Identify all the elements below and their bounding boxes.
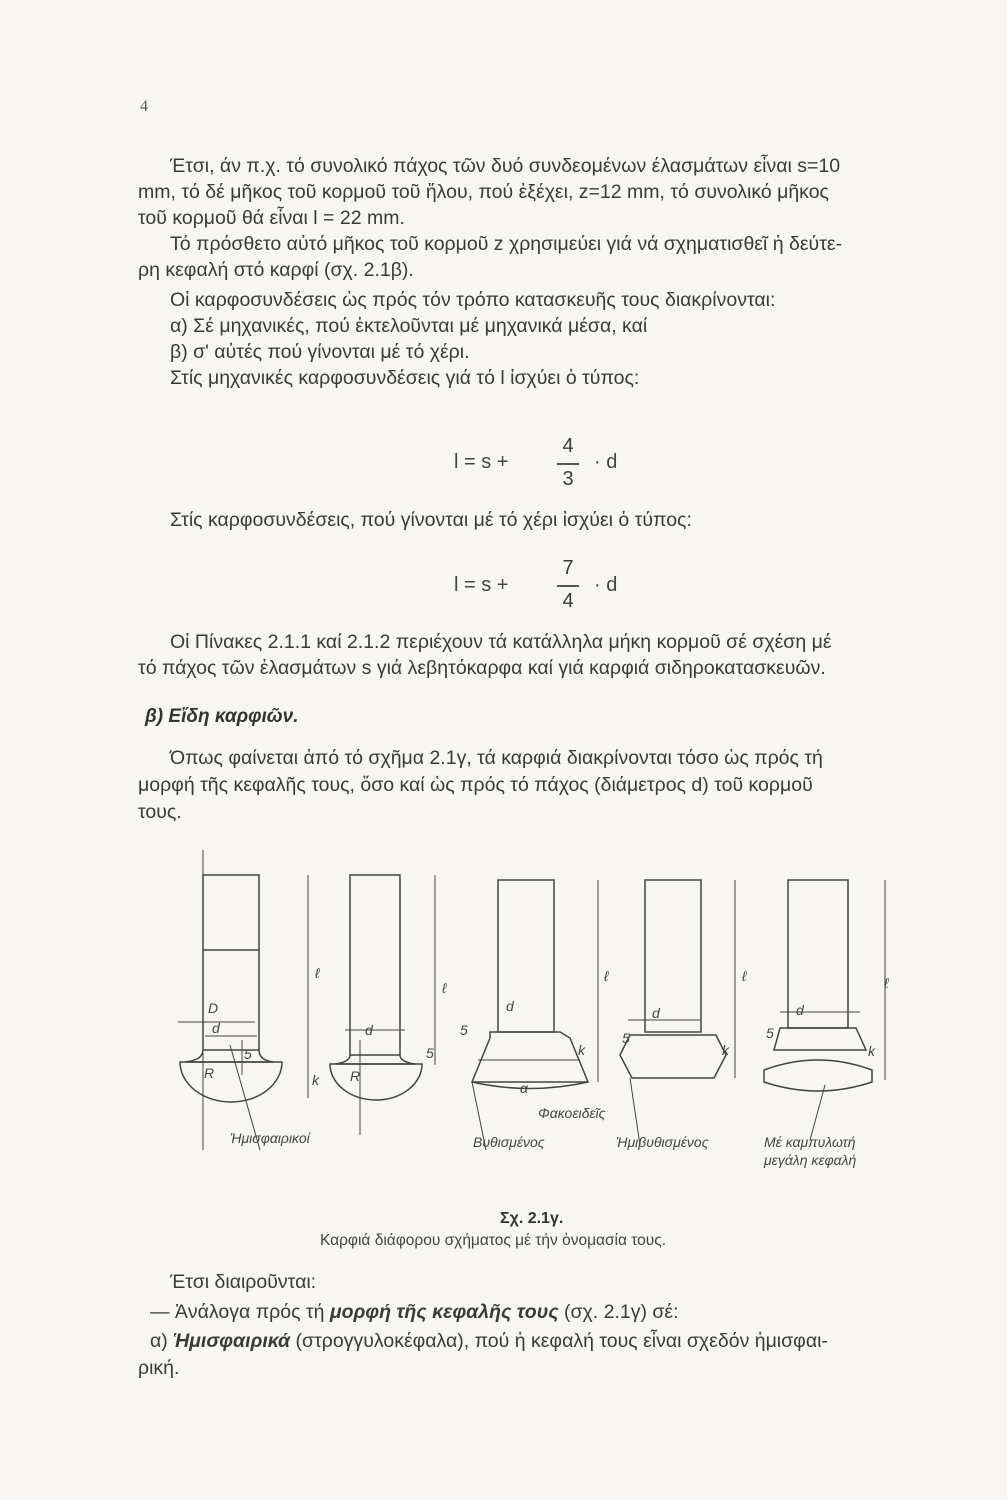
label-hemispherical: Ἡμισφαιρικοί (230, 1130, 310, 1146)
text-line: Οἱ καρφοσυνδέσεις ὡς πρός τόν τρόπο κατασκευῆς τους διακρίνονται: (170, 289, 776, 311)
dim-l-label: ℓ (604, 968, 609, 984)
text-line (150, 1300, 679, 1325)
text-run: — Ἀνάλογα πρός τή (150, 1301, 330, 1323)
formula-denominator: 4 (562, 590, 574, 612)
dim-D-label: D (208, 1000, 219, 1016)
label-half-countersunk: Ἡμιβυθισμένος (616, 1134, 709, 1150)
text-line (150, 1329, 828, 1354)
formula-lhs: l = s + (454, 574, 509, 596)
dim-k-label: k (578, 1042, 585, 1058)
dim-d-label: d (212, 1020, 220, 1036)
formula-numerator: 7 (562, 557, 574, 579)
text-line: τους. (138, 801, 182, 823)
dim-R-label: R (204, 1065, 215, 1081)
dim-l-label: ℓ (442, 980, 447, 996)
dim-k-label: k (722, 1042, 729, 1058)
figure-caption-title: Σχ. 2.1γ. (500, 1210, 564, 1227)
text-line: ρική. (138, 1357, 180, 1379)
rivet-half-countersunk (620, 880, 735, 1145)
fraction-bar (557, 585, 579, 587)
dim-d-label: d (796, 1002, 804, 1018)
text-line: Έτσι διαιροῦνται: (170, 1271, 317, 1293)
dim-5-label: 5 (244, 1046, 252, 1062)
dim-a-label: α (520, 1080, 528, 1096)
section-heading: β) Εἴδη καρφιῶν. (145, 706, 299, 727)
dim-l-label: ℓ (315, 965, 320, 981)
dim-k-label: k (868, 1043, 875, 1059)
dim-l-label: ℓ (742, 968, 747, 984)
dim-k-label: k (312, 1072, 319, 1088)
text-line: Όπως φαίνεται ἀπό τό σχῆμα 2.1γ, τά καρφιά διακρίνονται τόσο ὡς πρός τή (170, 747, 823, 769)
dim-d-label: d (652, 1005, 660, 1021)
dim-R-label: R (350, 1068, 361, 1084)
text-line: μορφή τῆς κεφαλῆς τους, ὅσο καί ὡς πρός τό πάχος (διάμετρος d) τοῦ κορμοῦ (138, 774, 813, 796)
text-line: β) σ' αὐτές πού γίνονται μέ τό χέρι. (170, 341, 470, 363)
formula-rhs: · d (594, 451, 618, 473)
text-run: α) (150, 1330, 174, 1352)
dim-5-label: 5 (426, 1045, 434, 1061)
text-line: Οἱ Πίνακες 2.1.1 καί 2.1.2 περιέχουν τά κατάλληλα μήκη κορμοῦ σέ σχέση μέ (170, 631, 832, 653)
text-run: (σχ. 2.1γ) σέ: (558, 1301, 679, 1323)
formula-rhs: · d (594, 574, 618, 596)
text-line: Τό πρόσθετο αὐτό μῆκος τοῦ κορμοῦ z χρησιμεύει γιά νά σχηματισθεῖ ἡ δεύτε- (170, 233, 843, 255)
text-line: Στίς μηχανικές καρφοσυνδέσεις γιά τό l ἰσχύει ὁ τύπος: (170, 367, 640, 389)
paragraph-4: Στίς καρφοσυνδέσεις, πού γίνονται μέ τό χέρι ἰσχύει ὁ τύπος: (170, 509, 692, 531)
figure-caption-text: Καρφιά διάφορου σχήματος μέ τήν ὀνομασία τους. (320, 1232, 667, 1249)
text-line: τό πάχος τῶν ἐλασμάτων s γιά λεβητόκαρφα καί γιά καρφιά σιδηροκατασκευῶν. (138, 657, 826, 679)
text-line: Έτσι, άν π.χ. τό συνολικό πάχος τῶν δυό συνδεομένων έλασμάτων εἶναι s=10 (170, 155, 841, 177)
dim-d-label: d (365, 1022, 373, 1038)
fraction-bar (557, 463, 579, 465)
label-countersunk: Βυθισμένος (473, 1134, 545, 1150)
text-line: ρη κεφαλή στό καρφί (σχ. 2.1β). (138, 259, 414, 281)
text-line: τοῦ κορμοῦ θά εἶναι l = 22 mm. (138, 207, 405, 229)
label-large-head-2: μεγάλη κεφαλή (764, 1152, 857, 1168)
label-lens: Φακοειδεῖς (538, 1105, 606, 1121)
dim-5-label: 5 (460, 1022, 468, 1038)
dim-5-label: 5 (766, 1025, 774, 1041)
page-number: 4 (140, 98, 148, 115)
rivet-hemispherical-1 (178, 850, 308, 1150)
formula-numerator: 4 (562, 435, 574, 457)
dim-l-label: ℓ (884, 975, 889, 991)
dim-5-label: 5 (622, 1030, 630, 1046)
emphasis-head-form: μορφή τῆς κεφαλῆς τους (329, 1301, 559, 1323)
text-run: (στρογγυλοκέφαλα), πού ἡ κεφαλή τους εἶναι σχεδόν ἡμισφαι- (290, 1330, 828, 1352)
text-line: α) Σέ μηχανικές, πού ἐκτελοῦνται μέ μηχανικά μέσα, καί (170, 315, 648, 337)
text-line: mm, τό δέ μῆκος τοῦ κορμοῦ τοῦ ἥλου, πού ἐξέχει, z=12 mm, τό συνολικό μῆκος (138, 181, 829, 203)
formula-denominator: 3 (562, 468, 574, 490)
rivet-hemispherical-2 (330, 875, 435, 1135)
emphasis-hemispherical: Ἡμισφαιρικά (173, 1330, 291, 1352)
formula-lhs: l = s + (454, 451, 509, 473)
dim-d-label: d (506, 998, 514, 1014)
rivet-large-head (764, 880, 885, 1140)
label-large-head-1: Μέ καμπυλωτή (764, 1134, 856, 1150)
